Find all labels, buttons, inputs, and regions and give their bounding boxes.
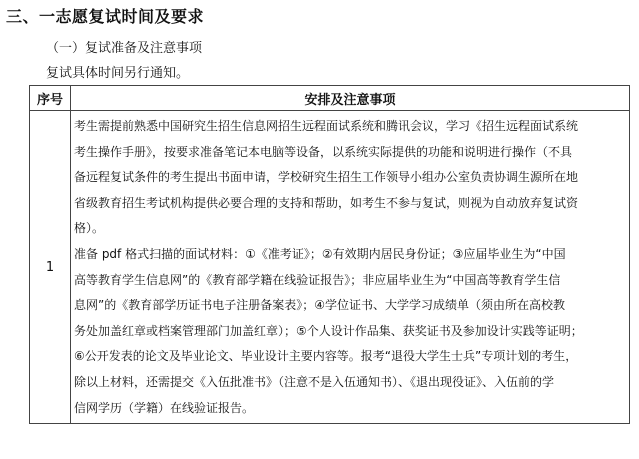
note-line: 省级教育招生考试机构提供必要合理的支持和帮助，如考生不参与复试，则视为自动放弃复试资 bbox=[74, 195, 579, 210]
note-line: 务处加盖红章或档案管理部门加盖红章）；⑤个人设计作品集、获奖证书及参加设计实践等证明； bbox=[74, 323, 583, 338]
note-line: 息网”的《教育部学历证书电子注册备案表》；④学位证书、大学学习成绩单（须由所在高校教 bbox=[74, 298, 565, 313]
header-index: 序号 bbox=[30, 86, 71, 111]
subsection-heading: （一）复试准备及注意事项 bbox=[46, 41, 203, 56]
note-line: ⑥公开发表的论文及毕业论文、毕业设计主要内容等。报考“退役大学生士兵”专项计划的考生， bbox=[74, 349, 578, 364]
table-header-row bbox=[30, 86, 630, 111]
note-line: 考生操作手册》，按要求准备笔记本电脑等设备，以系统实际提供的功能和说明进行操作（不具 bbox=[74, 144, 573, 159]
note-line: 除以上材料，还需提交《入伍批准书》（注意不是入伍通知书）、《退出现役证》、入伍前的学 bbox=[74, 374, 555, 389]
note-line: 信网学历（学籍）在线验证报告。 bbox=[74, 400, 255, 415]
note-line: 格）。 bbox=[74, 221, 105, 236]
note-line: 考生需提前熟悉中国研究生招生信息网招生远程面试系统和腾讯会议，学习《招生远程面试系统 bbox=[74, 119, 579, 133]
row-notes bbox=[71, 111, 630, 424]
requirements-table bbox=[29, 85, 630, 424]
note-line: 高等教育学生信息网”的《教育部学籍在线验证报告》；非应届毕业生为“中国高等教育学生信 bbox=[74, 272, 561, 287]
notice-text: 复试具体时间另行通知。 bbox=[46, 66, 190, 81]
row-index: 1 bbox=[30, 111, 71, 424]
header-notes: 安排及注意事项 bbox=[71, 86, 630, 111]
note-line: 备远程复试条件的考生提出书面申请，学校研究生招生工作领导小组办公室负责协调生源所在地 bbox=[74, 170, 579, 185]
table-row bbox=[30, 111, 630, 424]
note-line: 准备 pdf 格式扫描的面试材料：①《准考证》；②有效期内居民身份证；③应届毕业生为“中国 bbox=[74, 246, 566, 261]
section-heading: 三、一志愿复试时间及要求 bbox=[6, 7, 205, 26]
